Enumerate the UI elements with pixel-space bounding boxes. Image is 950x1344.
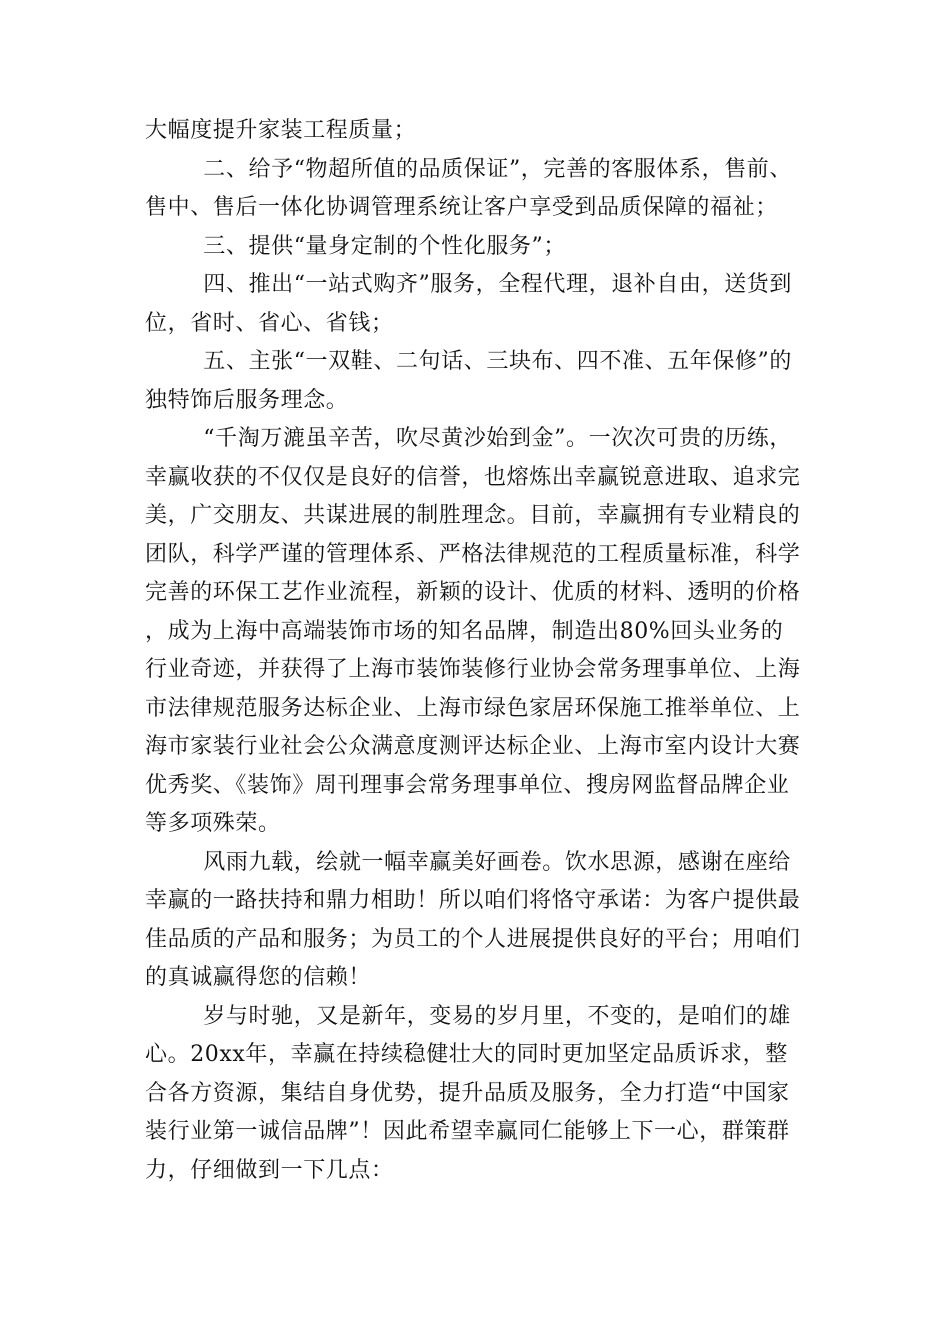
paragraph-item-4: 四、推出“一站式购齐”服务，全程代理，退补自由，送货到位，省时、省心、省钱； (145, 272, 792, 336)
paragraph-achievements: “千淘万漉虽辛苦，吹尽黄沙始到金”。一次次可贵的历练，幸赢收获的不仅仅是良好的信誉，也熔炼出幸赢锐意进取、追求完美，广交朋友、共谋进展的制胜理念。目前，幸赢拥有专业精良的团队，科学严谨的管理体系、严格法律规范的工程质量标准，科学完善的环保工艺作业流程，新颖的设计、优质的材料、透明的价格，成为上海中高端装饰市场的知名品牌，制造出80%回头业务的行业奇迹，并获得了上海市装饰装修行业协会常务理事单位、上海市法律规范服务达标企业、上海市绿色家居环保施工推举单位、上海市家装行业社会公众满意度测评达标企业、上海市室内设计大赛优秀奖、《装饰》周刊理事会常务理事单位、搜房网监督品牌企业等多项殊荣。 (145, 426, 801, 836)
paragraph-new-year: 岁与时驰，又是新年，变易的岁月里，不变的，是咱们的雄心。20xx年，幸赢在持续稳健壮大的同时更加坚定品质诉求，整合各方资源，集结自身优势，提升品质及服务，全力打造“中国家装行业第一诚信品牌”！因此希望幸赢同仁能够上下一心，群策群力，仔细做到一下几点： (145, 1003, 791, 1183)
paragraph-gratitude: 风雨九载，绘就一幅幸赢美好画卷。饮水思源，感谢在座给幸赢的一路扶持和鼎力相助！所以咱们将恪守承诺：为客户提供最佳品质的产品和服务；为员工的个人进展提供良好的平台；用咱们的真诚赢得您的信赖！ (145, 849, 801, 990)
document-page (145, 112, 805, 1190)
paragraph-continuation: 大幅度提升家装工程质量； (145, 118, 417, 143)
paragraph-item-5: 五、主张“一双鞋、二句话、三块布、四不准、五年保修”的独特饰后服务理念。 (145, 349, 792, 413)
paragraph-item-2: 二、给予“物超所值的品质保证”，完善的客服体系，售前、售中、售后一体化协调管理系统让客户享受到品质保障的福祉； (145, 156, 792, 220)
paragraph-item-3: 三、提供“量身定制的个性化服务”； (203, 233, 566, 259)
